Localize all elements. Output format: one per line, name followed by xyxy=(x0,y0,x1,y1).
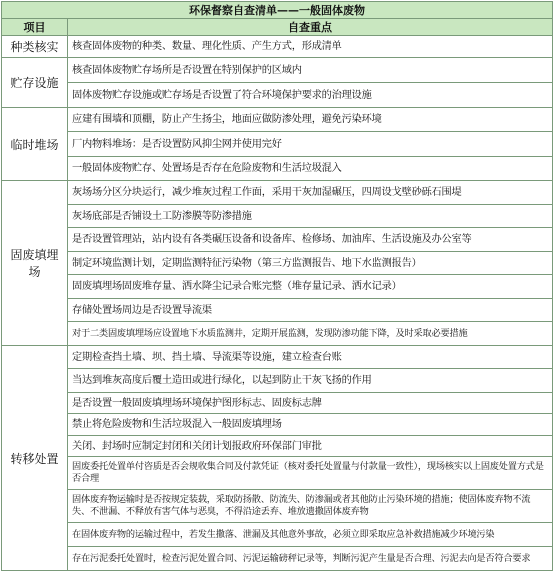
header-row xyxy=(2,19,553,36)
check-item: 核查固体废物贮存场所是否设置在特别保护的区域内 xyxy=(68,58,553,83)
table-row xyxy=(2,299,553,322)
table-row xyxy=(2,436,553,457)
table-row xyxy=(2,252,553,275)
check-item: 制定环境监测计划，定期监测特征污染物（第三方监测报告、地下水监测报告） xyxy=(68,252,553,275)
check-item: 固体废弃物运输时是否按规定装载，采取防扬散、防流失、防渗漏或者其他防止污染环境的措施；使固体废弃物不流失、不泄漏、不释放有害气体与恶臭，不得沿途丢弃、堆放遗撒固体废弃物 xyxy=(68,490,553,523)
check-item: 关闭、封场时应制定封闭和关闭计划报政府环保部门审批 xyxy=(68,436,553,457)
table-row xyxy=(2,393,553,414)
check-item: 灰场底部是否铺设土工防渗膜等防渗措施 xyxy=(68,205,553,228)
table-row xyxy=(2,523,553,547)
table-row xyxy=(2,275,553,299)
header-category: 项目 xyxy=(2,19,68,36)
table-title: 环保督察自查清单——一般固体废物 xyxy=(2,2,553,19)
header-check-point: 自查重点 xyxy=(68,19,553,36)
check-item: 存储处置场周边是否设置导流渠 xyxy=(68,299,553,322)
table-row xyxy=(2,490,553,523)
table-row xyxy=(2,205,553,228)
table-row xyxy=(2,132,553,157)
table-row xyxy=(2,346,553,369)
table-row xyxy=(2,36,553,58)
checklist-table xyxy=(1,1,553,571)
check-item: 定期检查挡土墙、坝、挡土墙、导流渠等设施，建立检查台账 xyxy=(68,346,553,369)
table-row xyxy=(2,457,553,490)
check-item: 固废委托处置单付咨质是否会规收集合同及付款凭证（核对委托处置量与付款量一致性），现场核实以上固废处置方式是否合理 xyxy=(68,457,553,490)
category-cell: 转移处置 xyxy=(2,346,68,571)
check-item: 是否设置管理站，站内设有各类碾压设备和设备库、检修场、加油库、生活设施及办公室等 xyxy=(68,228,553,252)
check-item: 在固体废弃物的运输过程中，若发生撒落、泄漏及其他意外事故，必须立即采取应急补救措施减少环境污染 xyxy=(68,523,553,547)
title-row xyxy=(2,2,553,19)
table-row xyxy=(2,322,553,346)
table-row xyxy=(2,108,553,132)
check-item: 存在污泥委托处置时，检查污泥处置合同、污泥运输磅秤记录等，判断污泥产生量是否合理、污泥去向是否符合要求 xyxy=(68,547,553,571)
category-cell: 贮存设施 xyxy=(2,58,68,108)
check-item: 固体废物贮存设施或贮存场是否设置了符合环境保护要求的治理设施 xyxy=(68,83,553,108)
check-item: 应建有围墙和顶棚，防止产生扬尘，地面应做防渗处理，避免污染环境 xyxy=(68,108,553,132)
check-item: 禁止将危险废物和生活垃圾混入一般固废填埋场 xyxy=(68,414,553,436)
table-row xyxy=(2,414,553,436)
check-item: 核查固体废物的种类、数量、理化性质、产生方式，形成清单 xyxy=(68,36,553,58)
category-cell: 固废填埋场 xyxy=(2,181,68,346)
table-row xyxy=(2,228,553,252)
check-item: 一般固体废物贮存、处置场是否存在危险废物和生活垃圾混入 xyxy=(68,157,553,181)
table-row xyxy=(2,58,553,83)
check-item: 对于二类固废填埋场应设置地下水质监测井，定期开展监测，发现防渗功能下降，及时采取必要措施 xyxy=(68,322,553,346)
category-cell: 种类核实 xyxy=(2,36,68,58)
checklist-sheet xyxy=(1,1,552,571)
table-row xyxy=(2,369,553,393)
table-row xyxy=(2,181,553,205)
check-item: 厂内物料堆场：是否设置防风抑尘网并使用完好 xyxy=(68,132,553,157)
check-item: 当达到堆灰高度后覆土造田或进行绿化，以起到防止干灰飞扬的作用 xyxy=(68,369,553,393)
table-row xyxy=(2,157,553,181)
check-item: 固废填埋场固废堆存量、洒水降尘记录合账完整（堆存量记录、洒水记录） xyxy=(68,275,553,299)
category-cell: 临时堆场 xyxy=(2,108,68,181)
table-row xyxy=(2,83,553,108)
check-item: 是否设置一般固废填埋场环境保护图形标志、固废标志牌 xyxy=(68,393,553,414)
check-item: 灰场场分区分块运行，减少堆灰过程工作面，采用干灰加湿碾压，四周设戈壁砂砾石围堤 xyxy=(68,181,553,205)
table-row xyxy=(2,547,553,571)
